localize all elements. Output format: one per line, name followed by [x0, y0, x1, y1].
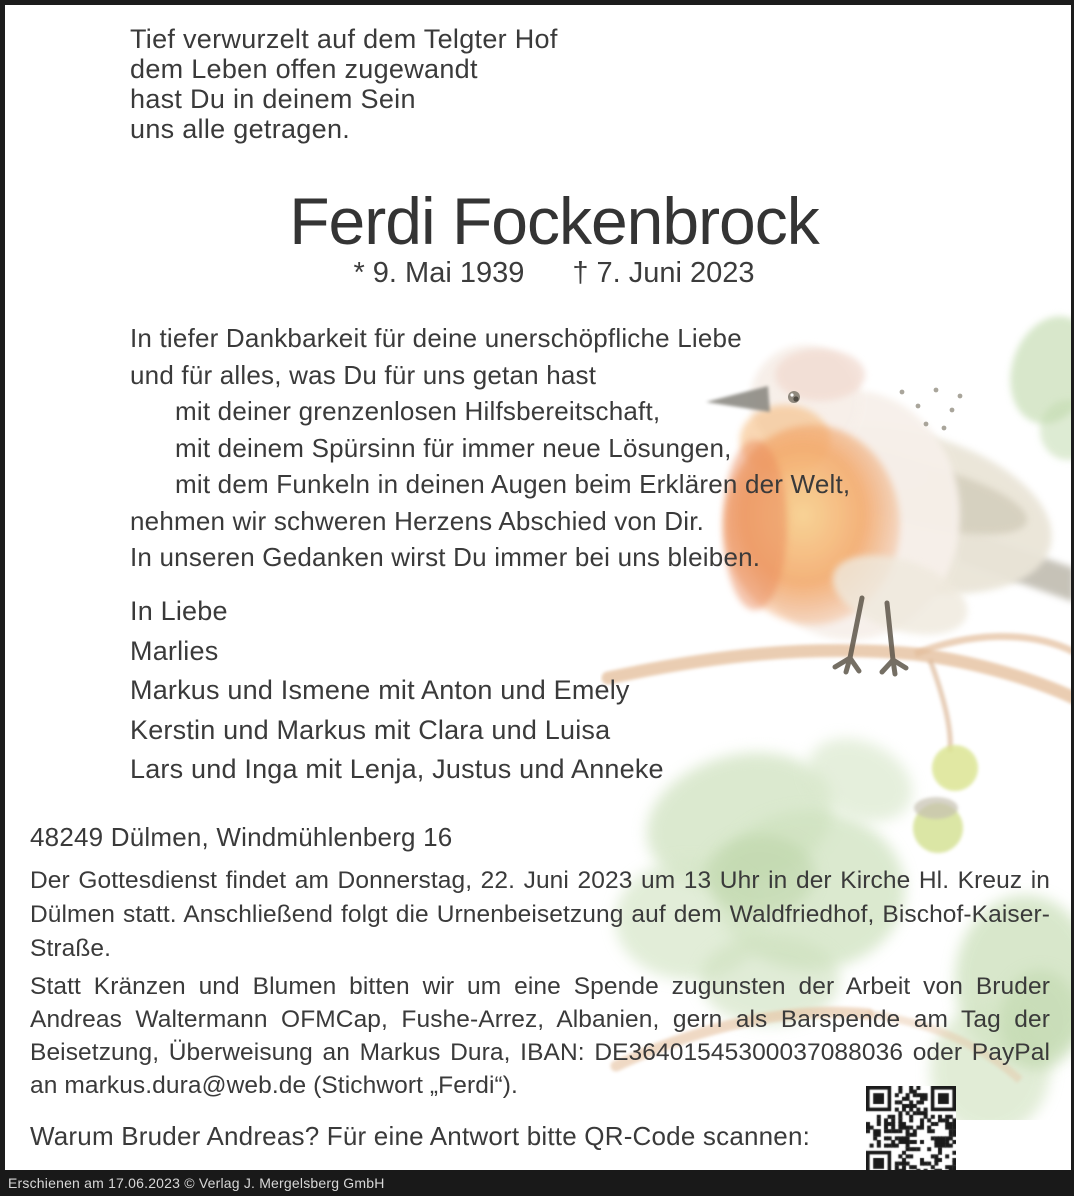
- page-border-left: [0, 0, 5, 1196]
- life-dates: [34, 256, 1074, 290]
- farewell-line: Kerstin und Markus mit Clara und Luisa: [130, 714, 611, 745]
- family-farewell: [130, 592, 664, 790]
- qr-scan-prompt: Warum Bruder Andreas? Für eine Antwort bitte QR-Code scannen:: [30, 1121, 811, 1151]
- qr-code: [866, 1086, 956, 1176]
- home-address: 48249 Dülmen, Windmühlenberg 16: [30, 822, 453, 852]
- memorial-verse-line: hast Du in deinem Sein: [130, 84, 416, 114]
- tribute-line: mit dem Funkeln in deinen Augen beim Erklären der Welt,: [175, 469, 851, 499]
- birth-date: * 9. Mai 1939: [353, 257, 525, 289]
- donation-info-paragraph: Statt Kränzen und Blumen bitten wir um eine Spende zugunsten der Arbeit von Bruder Andreas Waltermann OFMCap, Fushe-Arrez, Albanien, gern als Barspende am Tag der Beisetzung, Überweisung an Markus Dura, IBAN: DE36401545300037088036 oder PayPal an markus.dura@web.de (Stichwort „Ferdi“).: [30, 973, 1050, 1099]
- page-border-top: [0, 0, 1074, 5]
- memorial-verse: [130, 24, 558, 144]
- tribute-line: In unseren Gedanken wirst Du immer bei uns bleiben.: [130, 542, 761, 572]
- deceased-name: Ferdi Fockenbrock: [289, 184, 819, 258]
- tribute-paragraph: [130, 320, 850, 576]
- tribute-line: mit deiner grenzenlosen Hilfsbereitschaft,: [175, 396, 661, 426]
- farewell-line: Marlies: [130, 635, 219, 666]
- death-date: † 7. Juni 2023: [572, 257, 755, 289]
- memorial-verse-line: dem Leben offen zugewandt: [130, 54, 478, 84]
- publisher-credit: Erschienen am 17.06.2023 © Verlag J. Mergelsberg GmbH: [0, 1170, 1074, 1196]
- tribute-line: und für alles, was Du für uns getan hast: [130, 359, 597, 390]
- memorial-verse-line: Tief verwurzelt auf dem Telgter Hof: [130, 24, 558, 54]
- farewell-line: Lars und Inga mit Lenja, Justus und Anneke: [130, 754, 664, 784]
- tribute-line: In tiefer Dankbarkeit für deine unerschöpfliche Liebe: [130, 323, 742, 353]
- farewell-line: Markus und Ismene mit Anton und Emely: [130, 675, 630, 705]
- farewell-line: In Liebe: [130, 596, 228, 626]
- service-info-paragraph: Der Gottesdienst findet am Donnerstag, 22. Juni 2023 um 13 Uhr in der Kirche Hl. Kreuz in Dülmen statt. Anschließend folgt die Urnenbeisetzung auf dem Waldfriedhof, Bischof-Kaiser-Straße.: [30, 867, 1050, 962]
- tribute-line: mit deinem Spürsinn für immer neue Lösungen,: [175, 432, 732, 463]
- tribute-line: nehmen wir schweren Herzens Abschied von Dir.: [130, 505, 705, 536]
- memorial-verse-line: uns alle getragen.: [130, 114, 351, 144]
